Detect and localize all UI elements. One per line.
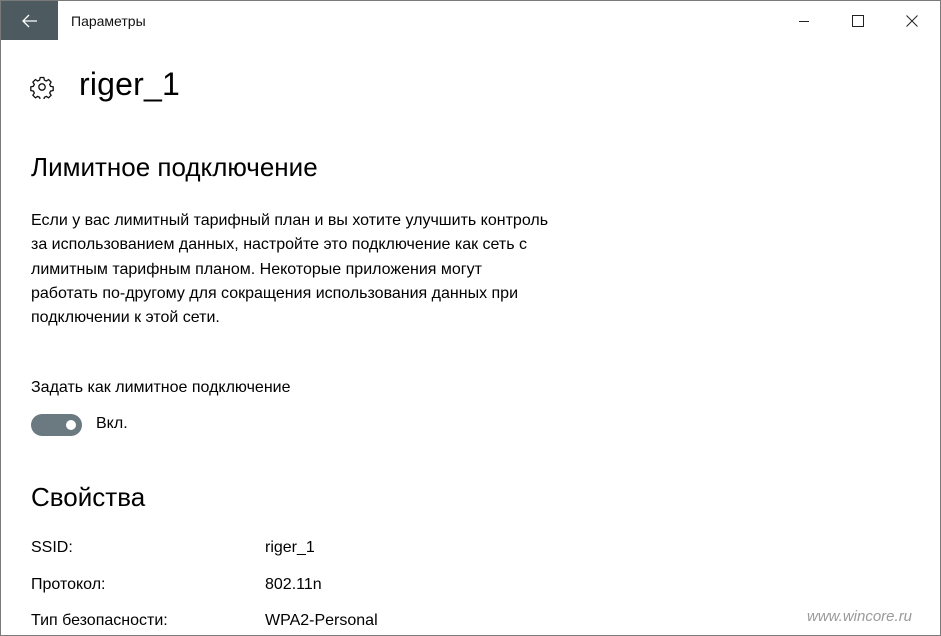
metered-toggle-label: Задать как лимитное подключение — [31, 379, 291, 396]
toggle-knob — [66, 420, 76, 430]
maximize-button[interactable] — [831, 1, 885, 40]
maximize-icon — [852, 15, 864, 27]
back-button[interactable] — [1, 1, 58, 40]
title-bar — [1, 1, 940, 40]
watermark: www.wincore.ru — [807, 608, 913, 625]
close-button[interactable] — [885, 1, 939, 40]
property-label: SSID: — [31, 539, 73, 556]
metered-connection-heading: Лимитное подключение — [31, 152, 318, 182]
property-label: Тип безопасности: — [31, 612, 168, 629]
metered-toggle-switch[interactable] — [31, 414, 82, 436]
arrow-left-icon — [22, 14, 38, 28]
metered-description: Если у вас лимитный тарифный план и вы хотите улучшить контроль за использованием данных, настройте это подключение как сеть с лимитным тарифным планом. Некоторые приложения могут работать по-другому для сокращения использования данных при подключении к этой сети. — [31, 212, 549, 327]
toggle-state-text: Вкл. — [96, 415, 128, 432]
property-value: riger_1 — [265, 539, 315, 556]
property-value: 802.11n — [265, 576, 322, 593]
property-label: Протокол: — [31, 576, 106, 593]
properties-heading: Свойства — [31, 482, 146, 512]
window-title: Параметры — [71, 13, 146, 29]
minimize-button[interactable] — [777, 1, 831, 40]
page-title: riger_1 — [79, 66, 181, 102]
gear-icon — [30, 75, 54, 99]
minimize-icon — [798, 15, 810, 27]
property-value: WPA2-Personal — [265, 612, 378, 629]
close-icon — [906, 15, 918, 27]
